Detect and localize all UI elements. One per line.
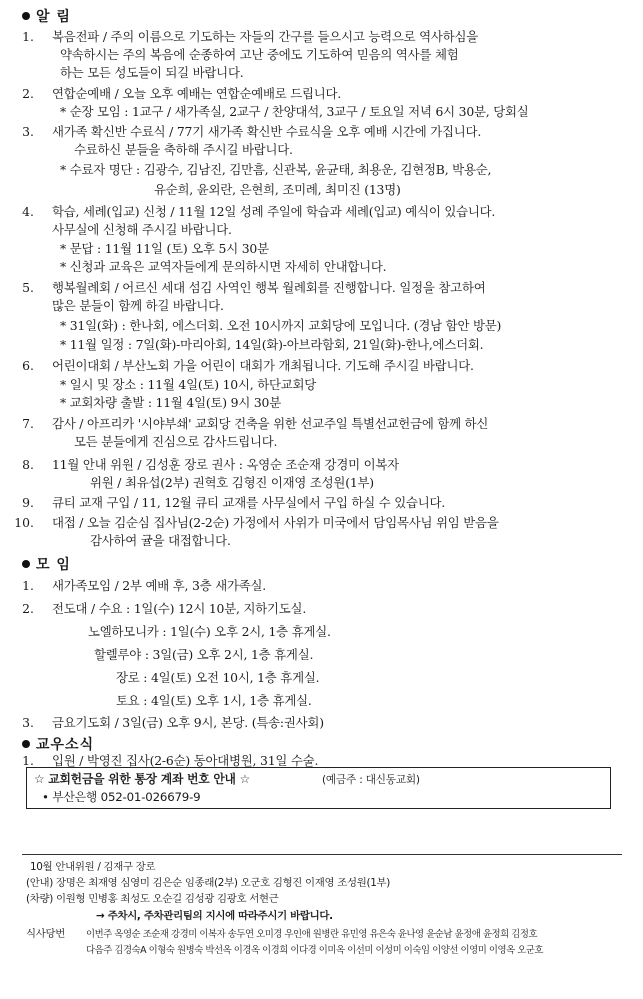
notice-number: 3.: [22, 124, 34, 139]
notice-line: 학습, 세례(입교) 신청 / 11월 12일 성례 주일에 학습과 세례(입교) 예식이 있습니다.: [52, 204, 496, 219]
notices-heading: 알 림: [22, 6, 71, 26]
notice-line: * 11월 일정 : 7일(화)-마리아회, 14일(화)-아브라함회, 21일(화)-한나,에스더회.: [60, 337, 484, 352]
notice-line: * 신청과 교육은 교역자들에게 문의하시면 자세히 안내합니다.: [60, 259, 387, 274]
bullet-icon: [22, 740, 30, 748]
notice-number: 6.: [22, 358, 34, 373]
meeting-number: 2.: [22, 601, 34, 616]
meeting-number: 1.: [22, 578, 34, 593]
notice-line: 연합순예배 / 오늘 오후 예배는 연합순예배로 드립니다.: [52, 86, 342, 101]
notice-line: * 31일(화) : 한나회, 에스더회. 오전 10시까지 교회당에 모입니다. (경남 함안 방문): [60, 318, 502, 333]
notice-line: * 수료자 명단 : 김광수, 김남진, 김만흠, 신관복, 윤균태, 최용운, 김현정B, 박용순,: [60, 162, 492, 177]
notice-line: * 일시 및 장소 : 11월 4일(토) 10시, 하단교회당: [60, 377, 317, 392]
notice-number: 2.: [22, 86, 34, 101]
meetings-heading: 모 임: [22, 554, 71, 574]
notice-line: * 문답 : 11월 11일 (토) 오후 5시 30분: [60, 241, 269, 256]
footer-ushers: (안내) 장명은 최재영 심영미 김은순 임종래(2부) 오군호 김형진 이재영 조성원(1부): [26, 877, 391, 889]
member-line: 입원 / 박영진 집사(2-6순) 동아대병원, 31일 수술.: [52, 753, 319, 768]
meeting-line: 할렐루야 : 3일(금) 오후 2시, 1층 휴게실.: [94, 647, 314, 662]
notice-line: 대접 / 오늘 김순심 집사님(2-2순) 가정에서 사위가 미국에서 담임목사님 위임 받음을: [52, 515, 499, 530]
notice-line: 유순희, 윤외란, 은현희, 조미례, 최미진 (13명): [154, 182, 401, 197]
notice-line: 감사하여 귤을 대접합니다.: [90, 533, 231, 548]
footer-divider: [22, 854, 622, 855]
notice-number: 5.: [22, 280, 34, 295]
meeting-line: 금요기도회 / 3일(금) 오후 9시, 본당. (특송:권사회): [52, 715, 324, 730]
members-heading: 교우소식: [22, 734, 94, 754]
footer-drivers: (차량) 이원형 민병홍 최성도 오순길 김성광 김광호 서현근: [26, 893, 279, 905]
notice-line: 위원 / 최유섭(2부) 권혁호 김형진 이재영 조성원(1부): [90, 475, 374, 490]
meeting-line: 전도대 / 수요 : 1일(수) 12시 10분, 지하기도실.: [52, 601, 307, 616]
notice-line: 큐티 교재 구입 / 11, 12월 큐티 교재를 사무실에서 구입 하실 수 있습니다.: [52, 495, 446, 510]
footer-meal-this-week: 이번주 옥영순 조순재 강경미 이복자 송두연 오미경 우인애 원병란 유민영 유은숙 윤나영 윤순남 윤정애 윤정희 김정호: [86, 929, 538, 940]
meeting-number: 3.: [22, 715, 34, 730]
notice-line: 새가족 확신반 수료식 / 77기 새가족 확신반 수료식을 오후 예배 시간에 가집니다.: [52, 124, 482, 139]
notice-line: * 교회차량 출발 : 11월 4일(토) 9시 30분: [60, 395, 281, 410]
meeting-line: 장로 : 4일(토) 오전 10시, 1층 휴게실.: [116, 670, 320, 685]
notice-line: 11월 안내 위원 / 김성훈 장로 권사 : 옥영순 조순재 강경미 이복자: [52, 457, 399, 472]
notice-line: 모든 분들에게 진심으로 감사드립니다.: [74, 434, 278, 449]
notice-line: 수료하신 분들을 축하해 주시길 바랍니다.: [74, 142, 293, 157]
notice-line: 복음전파 / 주의 이름으로 기도하는 자들의 간구를 들으시고 능력으로 역사하심을: [52, 29, 479, 44]
footer-meal-label: 식사당번: [26, 928, 65, 940]
footer-usher-head: 10월 안내위원 / 김재구 장로: [30, 861, 156, 873]
bullet-icon: [22, 12, 30, 20]
bullet-icon: [22, 560, 30, 568]
account-number: • 부산은행 052-01-026679-9: [42, 790, 201, 804]
notice-line: 감사 / 아프리카 '시야부쇄' 교회당 건축을 위한 선교주일 특별선교헌금에 함께 하신: [52, 416, 489, 431]
notice-number: 8.: [22, 457, 34, 472]
notice-line: 행복월례회 / 어르신 세대 섬김 사역인 행복 월례회를 진행합니다. 일정을 참고하여: [52, 280, 486, 295]
notice-number: 4.: [22, 204, 34, 219]
notice-number: 1.: [22, 29, 34, 44]
notice-line: 약속하시는 주의 복음에 순종하여 고난 중에도 기도하여 믿음의 역사를 체험: [60, 47, 459, 62]
notice-line: 어린이대회 / 부산노회 가을 어린이 대회가 개최됩니다. 기도해 주시길 바랍니다.: [52, 358, 474, 373]
notice-number: 9.: [22, 495, 34, 510]
meeting-line: 토요 : 4일(토) 오후 1시, 1층 휴게실.: [116, 693, 312, 708]
footer-meal-next-week: 다음주 김경숙A 이형숙 원병숙 박선옥 이경옥 이경희 이다경 이미옥 이선미 이성미 이숙임 이양선 이영미 이영옥 오군호: [86, 945, 544, 956]
account-holder: (예금주 : 대신동교회): [322, 774, 420, 786]
notice-number: 10.: [14, 515, 34, 530]
notice-line: 사무실에 신청해 주시길 바랍니다.: [52, 222, 232, 237]
meeting-line: 새가족모임 / 2부 예배 후, 3층 새가족실.: [52, 578, 267, 593]
notice-line: 하는 모든 성도들이 되길 바랍니다.: [60, 65, 244, 80]
footer-parking-note: → 주차시, 주차관리팀의 지시에 따라주시기 바랍니다.: [96, 910, 333, 922]
notice-line: * 순장 모임 : 1교구 / 새가족실, 2교구 / 찬양대석, 3교구 / 토요일 저녁 6시 30분, 당회실: [60, 104, 529, 119]
meeting-line: 노엘하모니카 : 1일(수) 오후 2시, 1층 휴게실.: [88, 624, 331, 639]
account-box-title: ☆ 교회헌금을 위한 통장 계좌 번호 안내 ☆: [34, 772, 251, 786]
notice-line: 많은 분들이 함께 하길 바랍니다.: [52, 298, 224, 313]
member-number: 1.: [22, 753, 34, 768]
notice-number: 7.: [22, 416, 34, 431]
